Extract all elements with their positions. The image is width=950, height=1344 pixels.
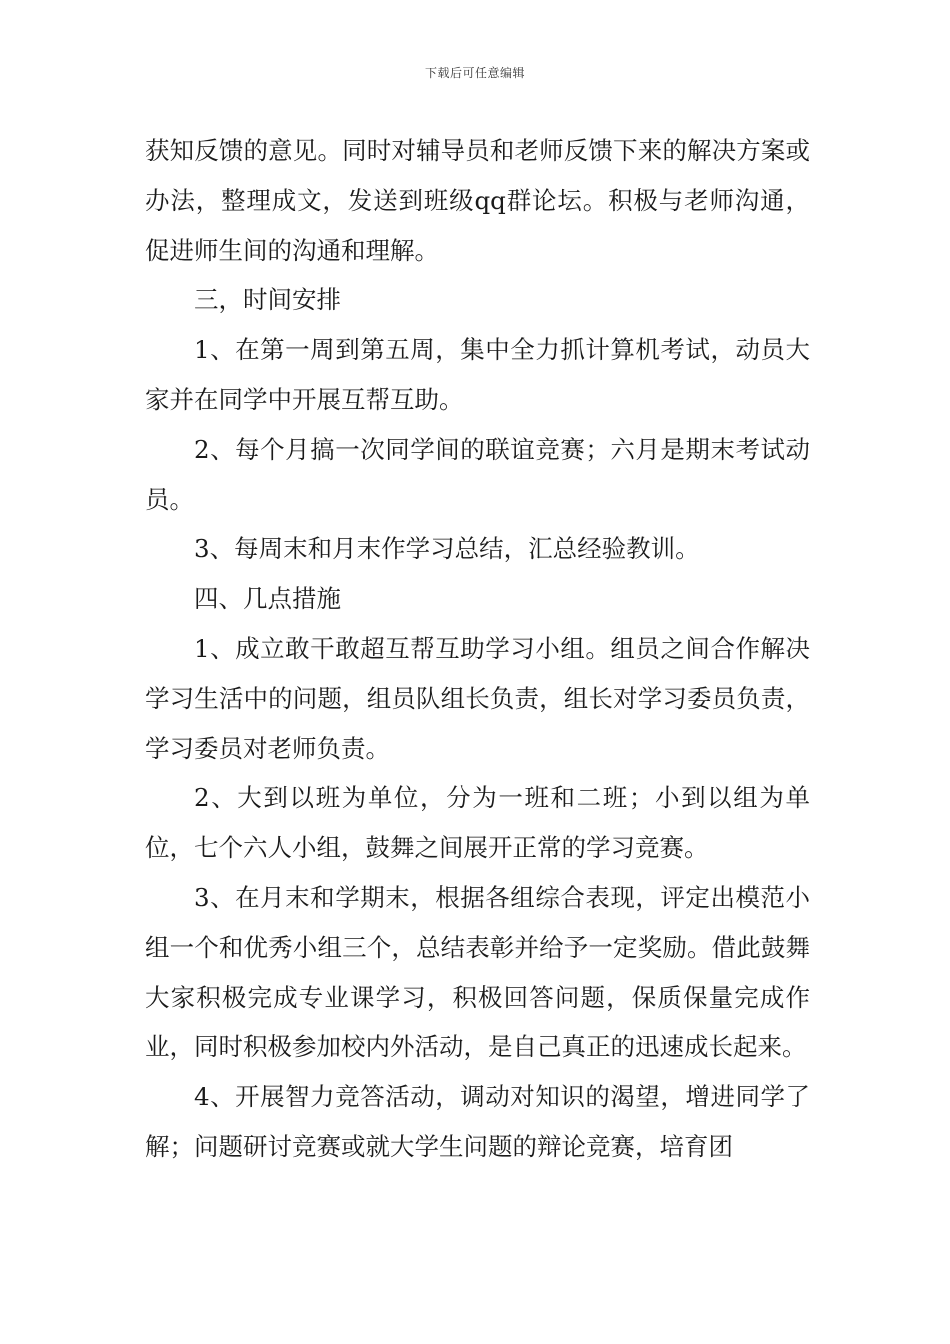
schedule-item-1: 1、在第一周到第五周，集中全力抓计算机考试，动员大家并在同学中开展互帮互助。 bbox=[145, 335, 810, 414]
document-body bbox=[145, 126, 810, 1172]
measure-item-1: 1、成立敢干敢超互帮互助学习小组。组员之间合作解决学习生活中的问题，组员队组长负责，组长对学习委员负责，学习委员对老师负责。 bbox=[145, 633, 810, 763]
schedule-item-3: 3、每周末和月末作学习总结，汇总经验教训。 bbox=[194, 534, 700, 564]
paragraph-continuation: 获知反馈的意见。同时对辅导员和老师反馈下来的解决方案或办法，整理成文，发送到班级qq群论坛。积极与老师沟通，促进师生间的沟通和理解。 bbox=[145, 136, 810, 265]
section-heading-measures: 四、几点措施 bbox=[194, 584, 341, 614]
measure-item-3: 3、在月末和学期末，根据各组综合表现，评定出模范小组一个和优秀小组三个，总结表彰并给予一定奖励。借此鼓舞大家积极完成专业课学习，积极回答问题，保质保量完成作业，同时积极参加校内外活动，是自己真正的迅速成长起来。 bbox=[145, 882, 810, 1062]
section-heading-schedule: 三，时间安排 bbox=[194, 285, 341, 315]
schedule-item-2: 2、每个月搞一次同学间的联谊竞赛；六月是期末考试动员。 bbox=[145, 434, 810, 514]
measure-item-4: 4、开展智力竞答活动，调动对知识的渴望，增进同学了解；问题研讨竞赛或就大学生问题的辩论竞赛，培育团 bbox=[145, 1082, 810, 1161]
measure-item-2: 2、大到以班为单位，分为一班和二班；小到以组为单位，七个六人小组，鼓舞之间展开正常的学习竞赛。 bbox=[145, 783, 810, 863]
page-header: 下载后可任意编辑 bbox=[424, 66, 525, 80]
